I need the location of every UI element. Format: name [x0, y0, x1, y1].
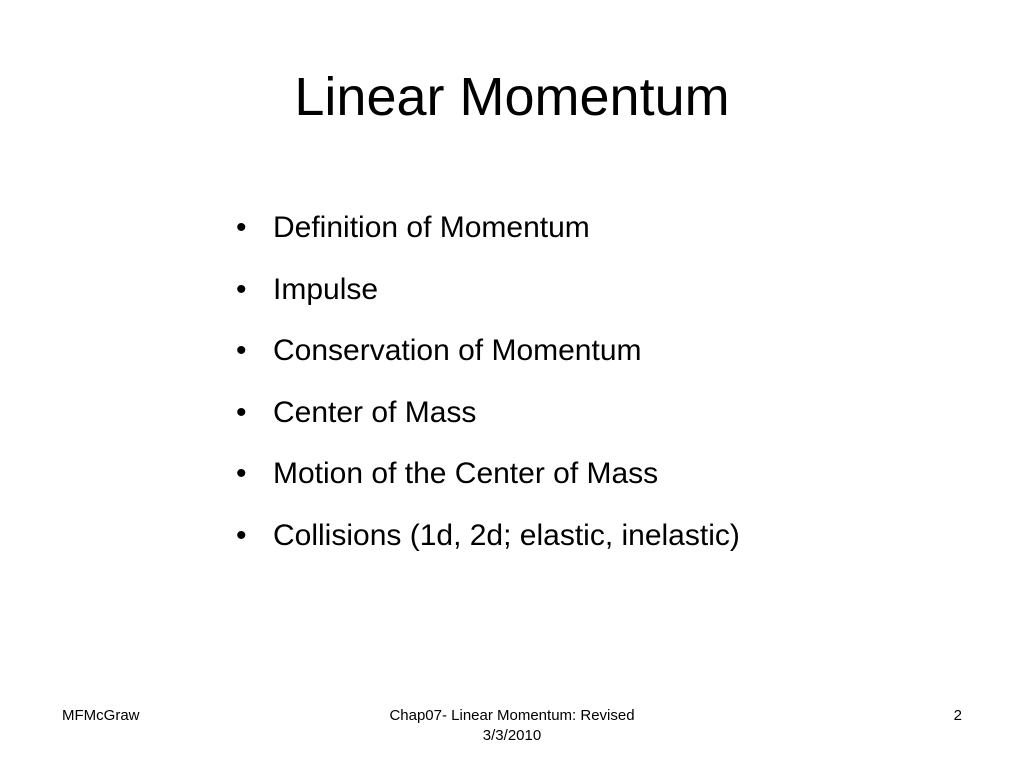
bullet-icon: •: [236, 518, 247, 552]
bullet-icon: •: [236, 457, 247, 491]
bullet-text: Motion of the Center of Mass: [273, 457, 659, 491]
bullet-item: [236, 450, 740, 498]
bullet-text: Collisions (1d, 2d; elastic, inelastic): [273, 518, 740, 552]
bullet-list: [236, 204, 740, 574]
footer-page-number: 2: [953, 707, 962, 724]
footer-author: MFMcGraw: [62, 707, 140, 724]
bullet-text: Impulse: [273, 272, 379, 306]
footer-revision-date: 3/3/2010: [482, 727, 542, 744]
bullet-item: [236, 266, 740, 314]
bullet-item: [236, 389, 740, 437]
footer-chapter-title: Chap07- Linear Momentum: Revised: [389, 707, 635, 724]
bullet-text: Definition of Momentum: [273, 211, 590, 244]
bullet-icon: •: [236, 395, 247, 429]
bullet-item: [236, 204, 740, 252]
bullet-icon: •: [236, 334, 247, 368]
bullet-icon: •: [236, 272, 247, 306]
footer-chapter-info: [352, 706, 672, 746]
bullet-item: [236, 327, 740, 375]
bullet-item: [236, 512, 740, 560]
bullet-icon: •: [236, 211, 247, 244]
bullet-text: Conservation of Momentum: [273, 334, 642, 368]
slide-title: Linear Momentum: [294, 67, 730, 127]
bullet-text: Center of Mass: [273, 395, 477, 429]
